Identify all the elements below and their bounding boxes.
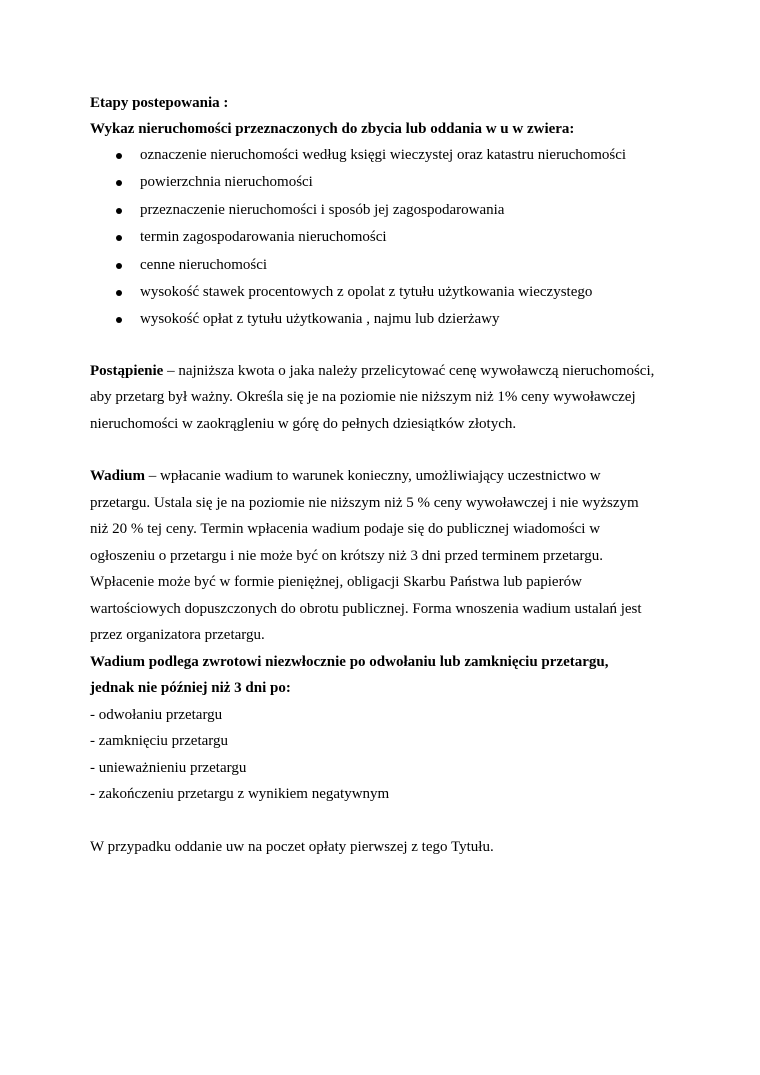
- bullet-icon: [116, 290, 122, 296]
- list-item: - odwołaniu przetargu: [90, 706, 223, 723]
- list-item: cenne nieruchomości: [90, 252, 680, 279]
- list-item: - zakończeniu przetargu z wynikiem negatywnym: [90, 786, 390, 803]
- list-item: wysokość stawek procentowych z opolat z tytułu użytkowania wieczystego: [90, 279, 680, 306]
- bullet-icon: [116, 180, 122, 186]
- list-item: termin zagospodarowania nieruchomości: [90, 224, 680, 251]
- bullet-icon: [116, 263, 122, 269]
- bullet-icon: [116, 153, 122, 159]
- document-heading: Etapy postepowania :: [90, 95, 229, 111]
- wadium-return-heading: Wadium podlega zwrotowi niezwłocznie po odwołaniu lub zamknięciu przetargu,: [90, 653, 609, 670]
- bullet-icon: [116, 317, 122, 323]
- wadium-term: Wadium: [90, 468, 146, 485]
- postapienie-paragraph: Postąpienie – najniższa kwota o jaka należy przelicytować cenę wywoławczą nieruchomości, aby przetarg był ważny. Określa się je na poziomie nie niższym niż 1% ceny wywoławczej nieruchomości w zaokrągleniu w górę do pełnych dziesiątków złotych.: [90, 362, 655, 432]
- postapienie-term: Postąpienie: [90, 362, 164, 379]
- property-list: [90, 142, 680, 334]
- list-item: przeznaczenie nieruchomości i sposób jej zagospodarowania: [90, 197, 680, 224]
- wadium-paragraph: Wadium – wpłacanie wadium to warunek konieczny, umożliwiający uczestnictwo w przetargu. Ustala się je na poziomie nie niższym niż 5 % ceny wywoławczej i nie wyższym niż 20 % tej ceny. Termin wpłacenia wadium podaje się do publicznej wiadomości w ogłoszeniu o przetargu i nie może być on krótszy niż 3 dni przed terminem przetargu. Wpłacenie może być w formie pieniężnej, obligacji Skarbu Państwa lub papierów wartościowych dopuszczonych do obrotu publicznej. Forma wnoszenia wadium ustalań jest przez organizatora przetargu. Wadium podlega zwrotowi niezwłocznie po odwołaniu lub zamknięciu przetargu, jednak nie później niż 3 dni po: - odwołaniu przetargu - zamknięciu przetargu - unieważnieniu przetargu - zakończeniu przetargu z wynikiem negatywnym: [90, 463, 680, 808]
- list-item: powierzchnia nieruchomości: [90, 169, 680, 196]
- bullet-icon: [116, 235, 122, 241]
- list-item: - zamknięciu przetargu: [90, 733, 228, 750]
- bullet-icon: [116, 208, 122, 214]
- list-item: wysokość opłat z tytułu użytkowania , najmu lub dzierżawy: [90, 306, 680, 333]
- list-intro-heading: Wykaz nieruchomości przeznaczonych do zbycia lub oddania w u w zwiera:: [90, 121, 575, 137]
- list-item: oznaczenie nieruchomości według księgi wieczystej oraz katastru nieruchomości: [90, 142, 680, 169]
- closing-paragraph: W przypadku oddanie uw na poczet opłaty pierwszej z tego Tytułu.: [90, 838, 494, 855]
- document-page: [90, 90, 680, 860]
- list-item: - unieważnieniu przetargu: [90, 759, 247, 776]
